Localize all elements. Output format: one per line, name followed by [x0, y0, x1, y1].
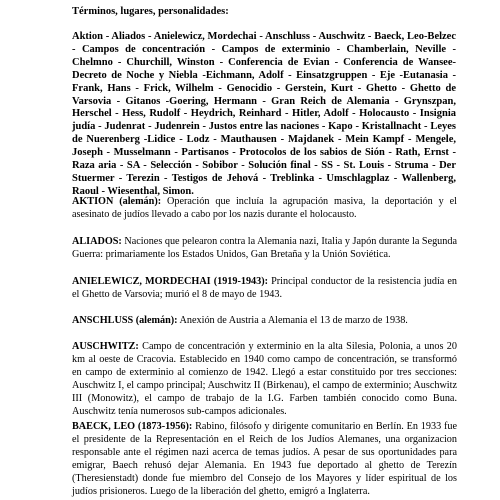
entry-definition: Campo de concentración y exterminio en la alta Silesia, Polonia, a unos 20 km al oeste de Cracovia. Establecido en 1940 como campo de concentración, se transformó en campo de exterminio al comienzo de 1942. Llegó a estar constituido por tres secciones: Auschwitz I, el campo principal; Auschwitz II (Birkenau), el campo de exterminio; Auschwitz III (Monowitz), el campo de trabajo de la I.G. Farben también conocido como Buna. Auschwitz tenía numerosos sub-campos adicionales. — [72, 341, 457, 417]
entry-term: ALIADOS: — [72, 236, 122, 247]
glossary-entry-anielewicz — [72, 276, 457, 302]
entry-term: AUSCHWITZ: — [72, 341, 139, 352]
glossary-entry-baeck — [72, 421, 457, 498]
entry-definition: Naciones que pelearon contra la Alemania nazi, Italia y Japón durante la Segunda Guerra: primariamente los Estados Unidos, Gan Bretaña y la Unión Soviética. — [72, 236, 457, 260]
entry-term: AKTION (alemán): — [72, 196, 162, 207]
entry-definition: Anexión de Austria a Alemania el 13 de marzo de 1938. — [177, 315, 408, 326]
entry-term: ANSCHLUSS (alemán): — [72, 315, 178, 326]
entry-definition: Rabino, filósofo y dirigente comunitario en Berlín. En 1933 fue el presidente de la Representación en el Reich de los Judíos Alemanes, una organizacion responsable ante el régimen nazi acerca de temas judíos. A pesar de sus oportunidades para emigrar, Baech rehusó dejar Alemania. En 1943 fue deportado al ghetto de Terezín (Theresienstadt) donde fue miembro del Consejo de los Mayores y líder espiritual de los judíos prisioneros. Luego de la liberación del ghetto, emigró a Inglaterra. — [72, 421, 458, 497]
section-heading: Términos, lugares, personalidades: — [72, 6, 229, 17]
glossary-entry-auschwitz — [72, 341, 457, 418]
entry-term: BAECK, LEO (1873-1956): — [72, 421, 193, 432]
entry-definition: Principal conductor de la resistencia judía en el Ghetto de Varsovia; murió el 8 de mayo de 1943. — [72, 276, 457, 300]
glossary-entry-aktion — [72, 196, 457, 222]
glossary-entry-aliados — [72, 236, 457, 262]
glossary-entry-anschluss — [72, 315, 457, 328]
term-list: Aktion - Aliados - Anielewicz, Mordechai - Anschluss - Auschwitz - Baeck, Leo-Belzec - Campos de concentración - Campos de exterminio - Chamberlain, Neville - Chelmno - Churchill, Winston - Conferencia de Evian - Conferencia de Wansee-Decreto de Noche y Niebla -Eichmann, Adolf - Einsatzgruppen - Eje -Eutanasia - Frank, Hans - Frick, Wilhelm - Genocidio - Gerstein, Kurt - Ghetto - Ghetto de Varsovia - Gitanos -Goering, Hermann - Gran Reich de Alemania - Grynszpan, Herschel - Hess, Rudolf - Heydrich, Reinhard - Hitler, Adolf - Holocausto - Insignia judía - Judenrat - Judenrein - Justos entre las naciones - Kapo - Kristallnacht - Leyes de Nuerenberg -Lidice - Lodz - Mauthausen - Majdanek - Mein Kampf - Mengele, Joseph - Musselmann - Partisanos - Protocolos de los sabios de Sión - Rath, Ernst - Raza aria - SA - Selección - Sobibor - Solución final - SS - St. Louis - Struma - Der Stuermer - Terezin - Testigos de Jehová - Treblinka - Umschlagplaz - Wallenberg, Raoul - Wiesenthal, Simon. — [72, 31, 456, 197]
entry-definition: Operación que incluía la agrupación masiva, la deportación y el asesinato de judíos llevado a cabo por los nazis durante el holocausto. — [72, 196, 457, 220]
entry-term: ANIELEWICZ, MORDECHAI (1919-1943): — [72, 276, 269, 287]
